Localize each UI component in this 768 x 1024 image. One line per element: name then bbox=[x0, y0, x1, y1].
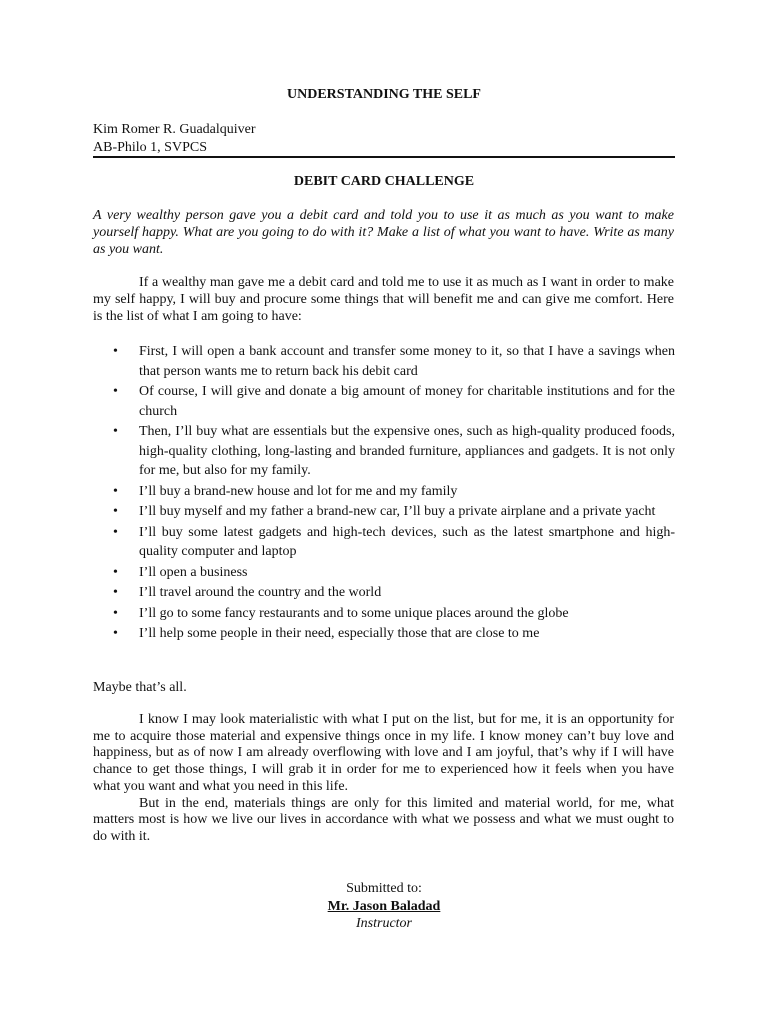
bullet-icon: • bbox=[113, 626, 118, 641]
submitted-label: Submitted to: bbox=[346, 881, 422, 896]
list-item bbox=[93, 624, 675, 644]
signature-block bbox=[0, 880, 768, 933]
list-item-text: I’ll help some people in their need, especially those that are close to me bbox=[139, 626, 540, 641]
prompt-paragraph: A very wealthy person gave you a debit card and told you to use it as much as you want to make yourself happy. What are you going to do with it? Make a list of what you want to have. Write as many as you want. bbox=[93, 208, 674, 257]
bullet-icon: • bbox=[113, 585, 118, 600]
list-item bbox=[93, 422, 675, 481]
list-item-text: I’ll travel around the country and the world bbox=[139, 585, 382, 600]
instructor-name: Mr. Jason Baladad bbox=[327, 898, 441, 914]
bullet-icon: • bbox=[113, 504, 118, 519]
bullet-icon: • bbox=[113, 564, 118, 580]
list-item bbox=[93, 583, 675, 603]
course-title: UNDERSTANDING THE SELF bbox=[287, 87, 481, 102]
wish-list bbox=[93, 342, 675, 645]
list-item bbox=[93, 563, 675, 583]
bullet-icon: • bbox=[113, 344, 118, 359]
bullet-icon: • bbox=[113, 524, 118, 540]
list-item bbox=[93, 502, 675, 522]
closing-paragraph-2: But in the end, materials things are only for this limited and material world, for me, what matters most is how we live our lives in accordance with what we possess and what we must ought to do with it. bbox=[93, 795, 674, 844]
list-item-text: I’ll buy myself and my father a brand-new car, I’ll buy a private airplane and a private yacht bbox=[139, 504, 656, 519]
document-title: DEBIT CARD CHALLENGE bbox=[293, 174, 475, 189]
header-divider bbox=[93, 156, 675, 158]
author-name: Kim Romer R. Guadalquiver bbox=[93, 122, 256, 137]
bullet-icon: • bbox=[113, 424, 118, 439]
closing-section bbox=[93, 712, 674, 846]
bullet-icon: • bbox=[113, 605, 118, 621]
list-item-text: I’ll go to some fancy restaurants and to some unique places around the globe bbox=[139, 605, 569, 621]
list-item-text: Then, I’ll buy what are essentials but the expensive ones, such as high-quality produced foods, high-quality clothing, long-lasting and branded furniture, appliances and gadgets. It is not only for me, but also for my family. bbox=[139, 424, 675, 478]
instructor-role: Instructor bbox=[356, 916, 412, 931]
list-item bbox=[93, 382, 675, 421]
list-item-text: I’ll buy a brand-new house and lot for me and my family bbox=[139, 483, 458, 499]
bullet-icon: • bbox=[113, 384, 118, 399]
list-item bbox=[93, 342, 675, 381]
author-block bbox=[93, 121, 256, 157]
bullet-icon: • bbox=[113, 483, 118, 499]
list-item bbox=[93, 604, 675, 624]
list-item bbox=[93, 523, 675, 562]
closing-paragraph-1: I know I may look materialistic with what I put on the list, but for me, it is an opportunity for me to acquire those material and expensive things once in my life. I know money can’t buy love and happiness, but as of now I am already overflowing with love and I am joyful, that’s why if I will have chance to get those things, I will grab it in order for me to experienced how it feels when you have what you want and what you need in this life. bbox=[93, 712, 674, 794]
list-item-text: First, I will open a bank account and transfer some money to it, so that I have a savings when that person wants me to return back his debit card bbox=[139, 344, 675, 379]
list-item-text: I’ll open a business bbox=[139, 564, 248, 580]
intro-paragraph: If a wealthy man gave me a debit card and told me to use it as much as I want in order to make my self happy, I will buy and procure some things that will benefit me and can give me comfort. Here is the list of what I am going to have: bbox=[93, 275, 674, 324]
maybe-line: Maybe that’s all. bbox=[93, 680, 187, 695]
list-item-text: Of course, I will give and donate a big amount of money for charitable institutions and for the church bbox=[139, 384, 675, 419]
list-item bbox=[93, 482, 675, 502]
author-affiliation: AB-Philo 1, SVPCS bbox=[93, 140, 207, 155]
list-item-text: I’ll buy some latest gadgets and high-tech devices, such as the latest smartphone and high-quality computer and laptop bbox=[139, 524, 675, 559]
